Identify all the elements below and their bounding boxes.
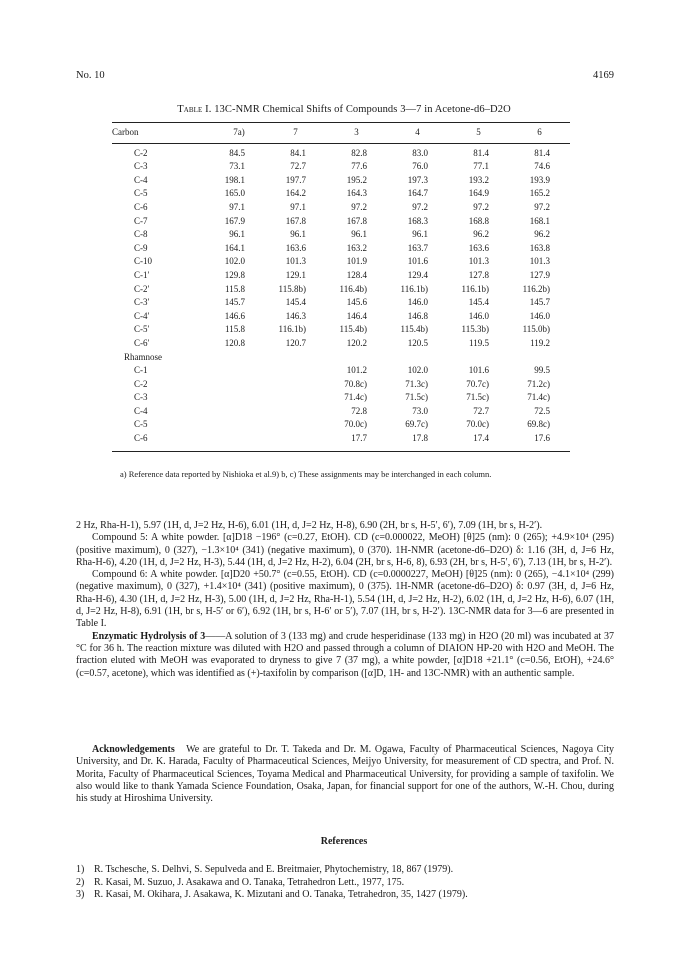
shift-value-cell: 71.2c) [527, 378, 550, 389]
shift-value-cell: 77.1 [473, 161, 489, 172]
shift-value-cell: 70.7c) [466, 378, 489, 389]
experimental-text [76, 520, 614, 680]
table-header-row [112, 123, 570, 144]
shift-value-cell: 164.7 [407, 188, 428, 199]
paragraph-compound-5: Compound 5: A white powder. [α]D18 −196° (c=0.27, EtOH). CD (c=0.000022, MeOH) [θ]25 (nm): 0 (265); +4.9×10⁴ (295) (positive maximum), 0 (327), −1.3×10⁴ (341) (negative maximum), 0 (370). 1H-NMR (acetone-d6–D2O) δ: 1.16 (3H, d, J=6 Hz, Rha-H-6), 4.20 (1H, d, J=2 Hz, H-3), 5.44 (1H, d, J=2 Hz, H-2), 6.04 (2H, br s, H-6, 8), 6.93 (2H, br s, H-5′, 6′), 7.13 (1H, br s, H-2′). [76, 532, 614, 568]
shift-value-cell [213, 391, 265, 405]
carbon-label-cell: C-6 [134, 201, 148, 212]
carbon-label-cell: C-7 [134, 215, 148, 226]
carbon-label-cell: C-6 [112, 432, 213, 451]
shift-value-cell [265, 364, 326, 378]
table-row [112, 147, 570, 161]
shift-value-cell: 145.4 [285, 297, 306, 308]
shift-value-cell: 101.2 [346, 365, 367, 376]
shift-value-cell: 167.8 [346, 215, 367, 226]
shift-value-cell: 74.6 [534, 161, 550, 172]
shift-value-cell: 120.2 [346, 337, 367, 348]
acknowledgements-text: We are grateful to Dr. T. Takeda and Dr. M. Ogawa, Faculty of Pharmaceutical Sciences, Nagoya City University, and Dr. K. Harada, Faculty of Pharmaceutical Sciences, Meijyo University, for measurement of CD spectra, and Prof. N. Morita, Faculty of Pharmaceutical Sciences, Toyama Medical and Pharmaceutical University, for providing a sample of taxifolin. We also would like to thank Yamada Science Foundation, Osaka, Japan, for financial support for one of the authors, W.-H. Chou, during his study at Hiroshima University. [76, 744, 615, 805]
shift-value-cell: 146.8 [407, 310, 428, 321]
shift-value-cell: 96.1 [290, 229, 306, 240]
carbon-label-cell: C-3 [134, 161, 148, 172]
shift-value-cell: 163.6 [285, 242, 306, 253]
table-row [112, 255, 570, 269]
shift-value-cell: 69.7c) [405, 419, 428, 430]
shift-value-cell: 145.7 [224, 297, 245, 308]
shift-value-cell: 71.4c) [527, 392, 550, 403]
table-row [112, 418, 570, 432]
shift-value-cell: 115.3b) [461, 324, 489, 335]
shift-value-cell: 129.8 [224, 269, 245, 280]
shift-value-cell [265, 378, 326, 392]
shift-value-cell: 73.0 [412, 405, 428, 416]
nmr-shift-table [112, 122, 570, 452]
shift-value-cell: 97.2 [351, 201, 367, 212]
shift-value-cell: 97.1 [290, 201, 306, 212]
shift-value-cell: 127.8 [468, 269, 489, 280]
shift-value-cell: 163.6 [468, 242, 489, 253]
shift-value-cell: 17.4 [448, 432, 509, 451]
shift-value-cell: 116.1b) [461, 283, 489, 294]
table-label: Table I. [177, 104, 212, 115]
carbon-label-cell: C-3 [134, 392, 148, 403]
table-title: 13C-NMR Chemical Shifts of Compounds 3—7 in Acetone-d6–D2O [214, 104, 511, 115]
shift-value-cell: 163.2 [346, 242, 367, 253]
table-row [112, 296, 570, 310]
paragraph-enzymatic-hydrolysis [76, 631, 614, 680]
shift-value-cell: 71.4c) [344, 392, 367, 403]
acknowledgements-paragraph [76, 744, 614, 805]
shift-value-cell: 96.1 [351, 229, 367, 240]
shift-value-cell: 71.3c) [405, 378, 428, 389]
carbon-label-cell: C-10 [134, 256, 152, 267]
shift-value-cell: 96.1 [229, 229, 245, 240]
shift-value-cell [213, 418, 265, 432]
shift-value-cell: 73.1 [229, 161, 245, 172]
paragraph-compound-6: Compound 6: A white powder. [α]D20 +50.7° (c=0.55, EtOH). CD (c=0.0000227, MeOH) [θ]25 (nm): 0 (265), −4.1×10⁴ (299) (negative maximum), 0 (327), +1.4×10⁴ (341) (positive maximum), 0 (375). 1H-NMR (acetone-d6–D2O) δ: 0.97 (3H, d, J=6 Hz, Rha-H-6), 4.30 (1H, d, J=2 Hz, H-3), 5.00 (1H, d, J=2 Hz, Rha-H-1), 5.54 (1H, d, J=2 Hz, H-2), 6.02 (1H, d, J=2 Hz, H-6), 6.07 (1H, d, J=2 Hz, H-8), 6.91 (1H, br s, H-5′ or 6′), 6.92 (1H, br s, H-6′ or 5′), 7.07 (1H, br s, H-2′). 13C-NMR data for 3—6 are presented in Table I. [76, 569, 614, 630]
shift-value-cell: 81.4 [534, 147, 550, 158]
shift-value-cell: 120.5 [407, 337, 428, 348]
shift-value-cell: 165.0 [224, 188, 245, 199]
shift-value-cell: 115.8b) [278, 283, 306, 294]
shift-value-cell: 146.6 [224, 310, 245, 321]
shift-value-cell: 127.9 [529, 269, 550, 280]
shift-value-cell: 167.9 [224, 215, 245, 226]
shift-value-cell: 101.6 [468, 365, 489, 376]
shift-value-cell: 116.2b) [522, 283, 550, 294]
group-label: Rhamnose [124, 351, 162, 362]
table-row [112, 337, 570, 351]
shift-value-cell: 168.3 [407, 215, 428, 226]
carbon-label-cell: C-1′ [134, 269, 150, 280]
shift-value-cell: 115.8 [225, 283, 245, 294]
shift-value-cell: 84.1 [290, 147, 306, 158]
shift-value-cell: 97.2 [534, 201, 550, 212]
reference-item [76, 877, 614, 890]
shift-value-cell: 146.0 [468, 310, 489, 321]
table-caption [0, 104, 688, 115]
shift-value-cell: 197.7 [285, 174, 306, 185]
table-row [112, 187, 570, 201]
shift-value-cell: 17.7 [326, 432, 387, 451]
shift-value-cell: 102.0 [224, 256, 245, 267]
section-run-in-heading: Enzymatic Hydrolysis of 3 [92, 630, 206, 642]
reference-item [76, 889, 614, 902]
column-header: 7 [265, 123, 326, 144]
shift-value-cell: 72.7 [290, 161, 306, 172]
reference-text: R. Kasai, M. Okihara, J. Asakawa, K. Mizutani and O. Tanaka, Tetrahedron, 35, 1427 (1979). [94, 889, 468, 901]
shift-value-cell: 193.2 [468, 174, 489, 185]
carbon-label-cell: C-5 [134, 419, 148, 430]
shift-value-cell: 167.8 [285, 215, 306, 226]
shift-value-cell: 17.6 [509, 432, 570, 451]
table-row [112, 215, 570, 229]
reference-text: R. Tschesche, S. Delhvi, S. Sepulveda and E. Breitmaier, Phytochemistry, 18, 867 (1979). [94, 864, 454, 875]
shift-value-cell: 119.2 [530, 337, 550, 348]
table-row [112, 228, 570, 242]
table-row [112, 378, 570, 392]
carbon-label-cell: C-4 [134, 174, 148, 185]
shift-value-cell: 99.5 [534, 365, 550, 376]
shift-value-cell: 145.4 [468, 297, 489, 308]
table-row [112, 310, 570, 324]
shift-value-cell [265, 405, 326, 419]
table-group-row [112, 351, 570, 365]
shift-value-cell: 101.9 [346, 256, 367, 267]
shift-value-cell: 163.8 [529, 242, 550, 253]
shift-value-cell: 129.4 [407, 269, 428, 280]
running-head [76, 70, 614, 81]
carbon-label-cell: C-6′ [134, 337, 150, 348]
shift-value-cell [213, 364, 265, 378]
shift-value-cell: 164.3 [346, 188, 367, 199]
shift-value-cell: 119.5 [469, 337, 489, 348]
reference-item [76, 864, 614, 877]
shift-value-cell: 101.6 [407, 256, 428, 267]
shift-value-cell [265, 391, 326, 405]
table-row [112, 432, 570, 451]
carbon-label-cell: C-5 [134, 188, 148, 199]
carbon-label-cell: C-5′ [134, 324, 150, 335]
shift-value-cell: 72.8 [351, 405, 367, 416]
table-row [112, 269, 570, 283]
shift-value-cell [213, 432, 265, 451]
shift-value-cell: 17.8 [387, 432, 448, 451]
shift-value-cell: 72.7 [473, 405, 489, 416]
shift-value-cell: 82.8 [351, 147, 367, 158]
shift-value-cell: 70.8c) [344, 378, 367, 389]
carbon-label-cell: C-8 [134, 229, 148, 240]
shift-value-cell: 70.0c) [344, 419, 367, 430]
column-header: 5 [448, 123, 509, 144]
shift-value-cell: 195.2 [346, 174, 367, 185]
shift-value-cell [213, 405, 265, 419]
shift-value-cell: 101.3 [468, 256, 489, 267]
shift-value-cell: 76.0 [412, 161, 428, 172]
shift-value-cell: 193.9 [529, 174, 550, 185]
shift-value-cell: 84.5 [229, 147, 245, 158]
table-row [112, 201, 570, 215]
shift-value-cell: 129.1 [285, 269, 306, 280]
page-number: 4169 [593, 70, 614, 81]
carbon-label-cell: C-1 [134, 365, 148, 376]
table-row [112, 242, 570, 256]
shift-value-cell [213, 378, 265, 392]
references-heading: References [320, 836, 368, 847]
carbon-label-cell: C-2 [134, 147, 148, 158]
shift-value-cell: 115.0b) [522, 324, 550, 335]
column-header: 7a) [213, 123, 265, 144]
column-header: 6 [509, 123, 570, 144]
shift-value-cell: 116.4b) [339, 283, 367, 294]
carbon-label-cell: C-9 [134, 242, 148, 253]
shift-value-cell: 128.4 [346, 269, 367, 280]
shift-value-cell: 96.2 [534, 229, 550, 240]
shift-value-cell: 164.9 [468, 188, 489, 199]
table-row [112, 364, 570, 378]
shift-value-cell: 115.8 [225, 324, 245, 335]
shift-value-cell: 146.4 [346, 310, 367, 321]
shift-value-cell: 145.7 [529, 297, 550, 308]
acknowledgements-heading: Acknowledgements [92, 744, 175, 755]
shift-value-cell: 146.3 [285, 310, 306, 321]
paragraph-text: ——A solution of 3 (133 mg) and crude hesperidinase (133 mg) in H2O (20 ml) was incubated at 37 °C for 36 h. The reaction mixture was diluted with H2O and passed through a column of DIAION HP-20 with H2O and MeOH. The fraction eluted with MeOH was evaporated to dryness to give 7 (37 mg), a white powder, [α]D18 +21.1° (c=0.56, EtOH), +24.6° (c=0.57, acetone), which was identified as (+)-taxifolin by comparison ([α]D, 1H- and 13C-NMR) with an authentic sample. [76, 630, 614, 679]
shift-value-cell: 115.4b) [400, 324, 428, 335]
shift-value-cell: 71.5c) [466, 392, 489, 403]
shift-value-cell: 120.8 [224, 337, 245, 348]
table-row [112, 405, 570, 419]
table-body [112, 147, 570, 452]
acknowledgements [76, 744, 614, 805]
shift-value-cell: 72.5 [534, 405, 550, 416]
shift-value-cell: 146.0 [407, 297, 428, 308]
reference-text: R. Kasai, M. Suzuo, J. Asakawa and O. Tanaka, Tetrahedron Lett., 1977, 175. [94, 876, 405, 888]
carbon-label-cell: C-4′ [134, 310, 150, 321]
shift-value-cell: 97.2 [412, 201, 428, 212]
reference-number: 1) [76, 864, 85, 875]
carbon-label-cell: C-4 [134, 405, 148, 416]
table-row [112, 174, 570, 188]
shift-value-cell: 97.1 [229, 201, 245, 212]
shift-value-cell: 96.2 [473, 229, 489, 240]
shift-value-cell: 77.6 [351, 161, 367, 172]
shift-value-cell: 165.2 [529, 188, 550, 199]
shift-value-cell: 102.0 [407, 365, 428, 376]
shift-value-cell: 146.0 [529, 310, 550, 321]
shift-value-cell: 69.8c) [527, 419, 550, 430]
shift-value-cell [265, 418, 326, 432]
shift-value-cell: 83.0 [412, 147, 428, 158]
shift-value-cell: 163.7 [407, 242, 428, 253]
shift-value-cell: 97.2 [473, 201, 489, 212]
shift-value-cell: 101.3 [285, 256, 306, 267]
table-row [112, 160, 570, 174]
shift-value-cell: 197.3 [407, 174, 428, 185]
shift-value-cell: 198.1 [224, 174, 245, 185]
shift-value-cell: 120.7 [285, 337, 306, 348]
shift-value-cell: 145.6 [346, 297, 367, 308]
column-header: 3 [326, 123, 387, 144]
reference-number: 2) [76, 876, 85, 888]
references-list [76, 864, 614, 902]
shift-value-cell: 116.1b) [400, 283, 428, 294]
table-row [112, 323, 570, 337]
carbon-label-cell: C-3′ [134, 297, 150, 308]
column-header: Carbon [112, 123, 213, 144]
shift-value-cell: 164.1 [224, 242, 245, 253]
reference-number: 3) [76, 889, 85, 901]
shift-value-cell: 96.1 [412, 229, 428, 240]
shift-value-cell: 168.8 [468, 215, 489, 226]
column-header: 4 [387, 123, 448, 144]
shift-value-cell: 168.1 [529, 215, 550, 226]
shift-value-cell: 71.5c) [405, 392, 428, 403]
table-row [112, 391, 570, 405]
carbon-label-cell: C-2′ [134, 283, 150, 294]
paragraph: 2 Hz, Rha-H-1), 5.97 (1H, d, J=2 Hz, H-6), 6.01 (1H, d, J=2 Hz, H-8), 6.90 (2H, br s, H-5′, 6′), 7.09 (1H, br s, H-2′). [76, 520, 543, 531]
shift-value-cell: 164.2 [285, 188, 306, 199]
shift-value-cell: 70.0c) [466, 419, 489, 430]
carbon-label-cell: C-2 [134, 378, 148, 389]
table-footnote: a) Reference data reported by Nishioka et al.9) b, c) These assignments may be interchanged in each column. [120, 469, 492, 479]
shift-value-cell: 81.4 [473, 147, 489, 158]
shift-value-cell: 101.3 [529, 256, 550, 267]
shift-value-cell: 115.4b) [339, 324, 367, 335]
shift-value-cell: 116.1b) [278, 324, 306, 335]
issue-number: No. 10 [76, 70, 105, 81]
table-row [112, 283, 570, 297]
shift-value-cell [265, 432, 326, 451]
